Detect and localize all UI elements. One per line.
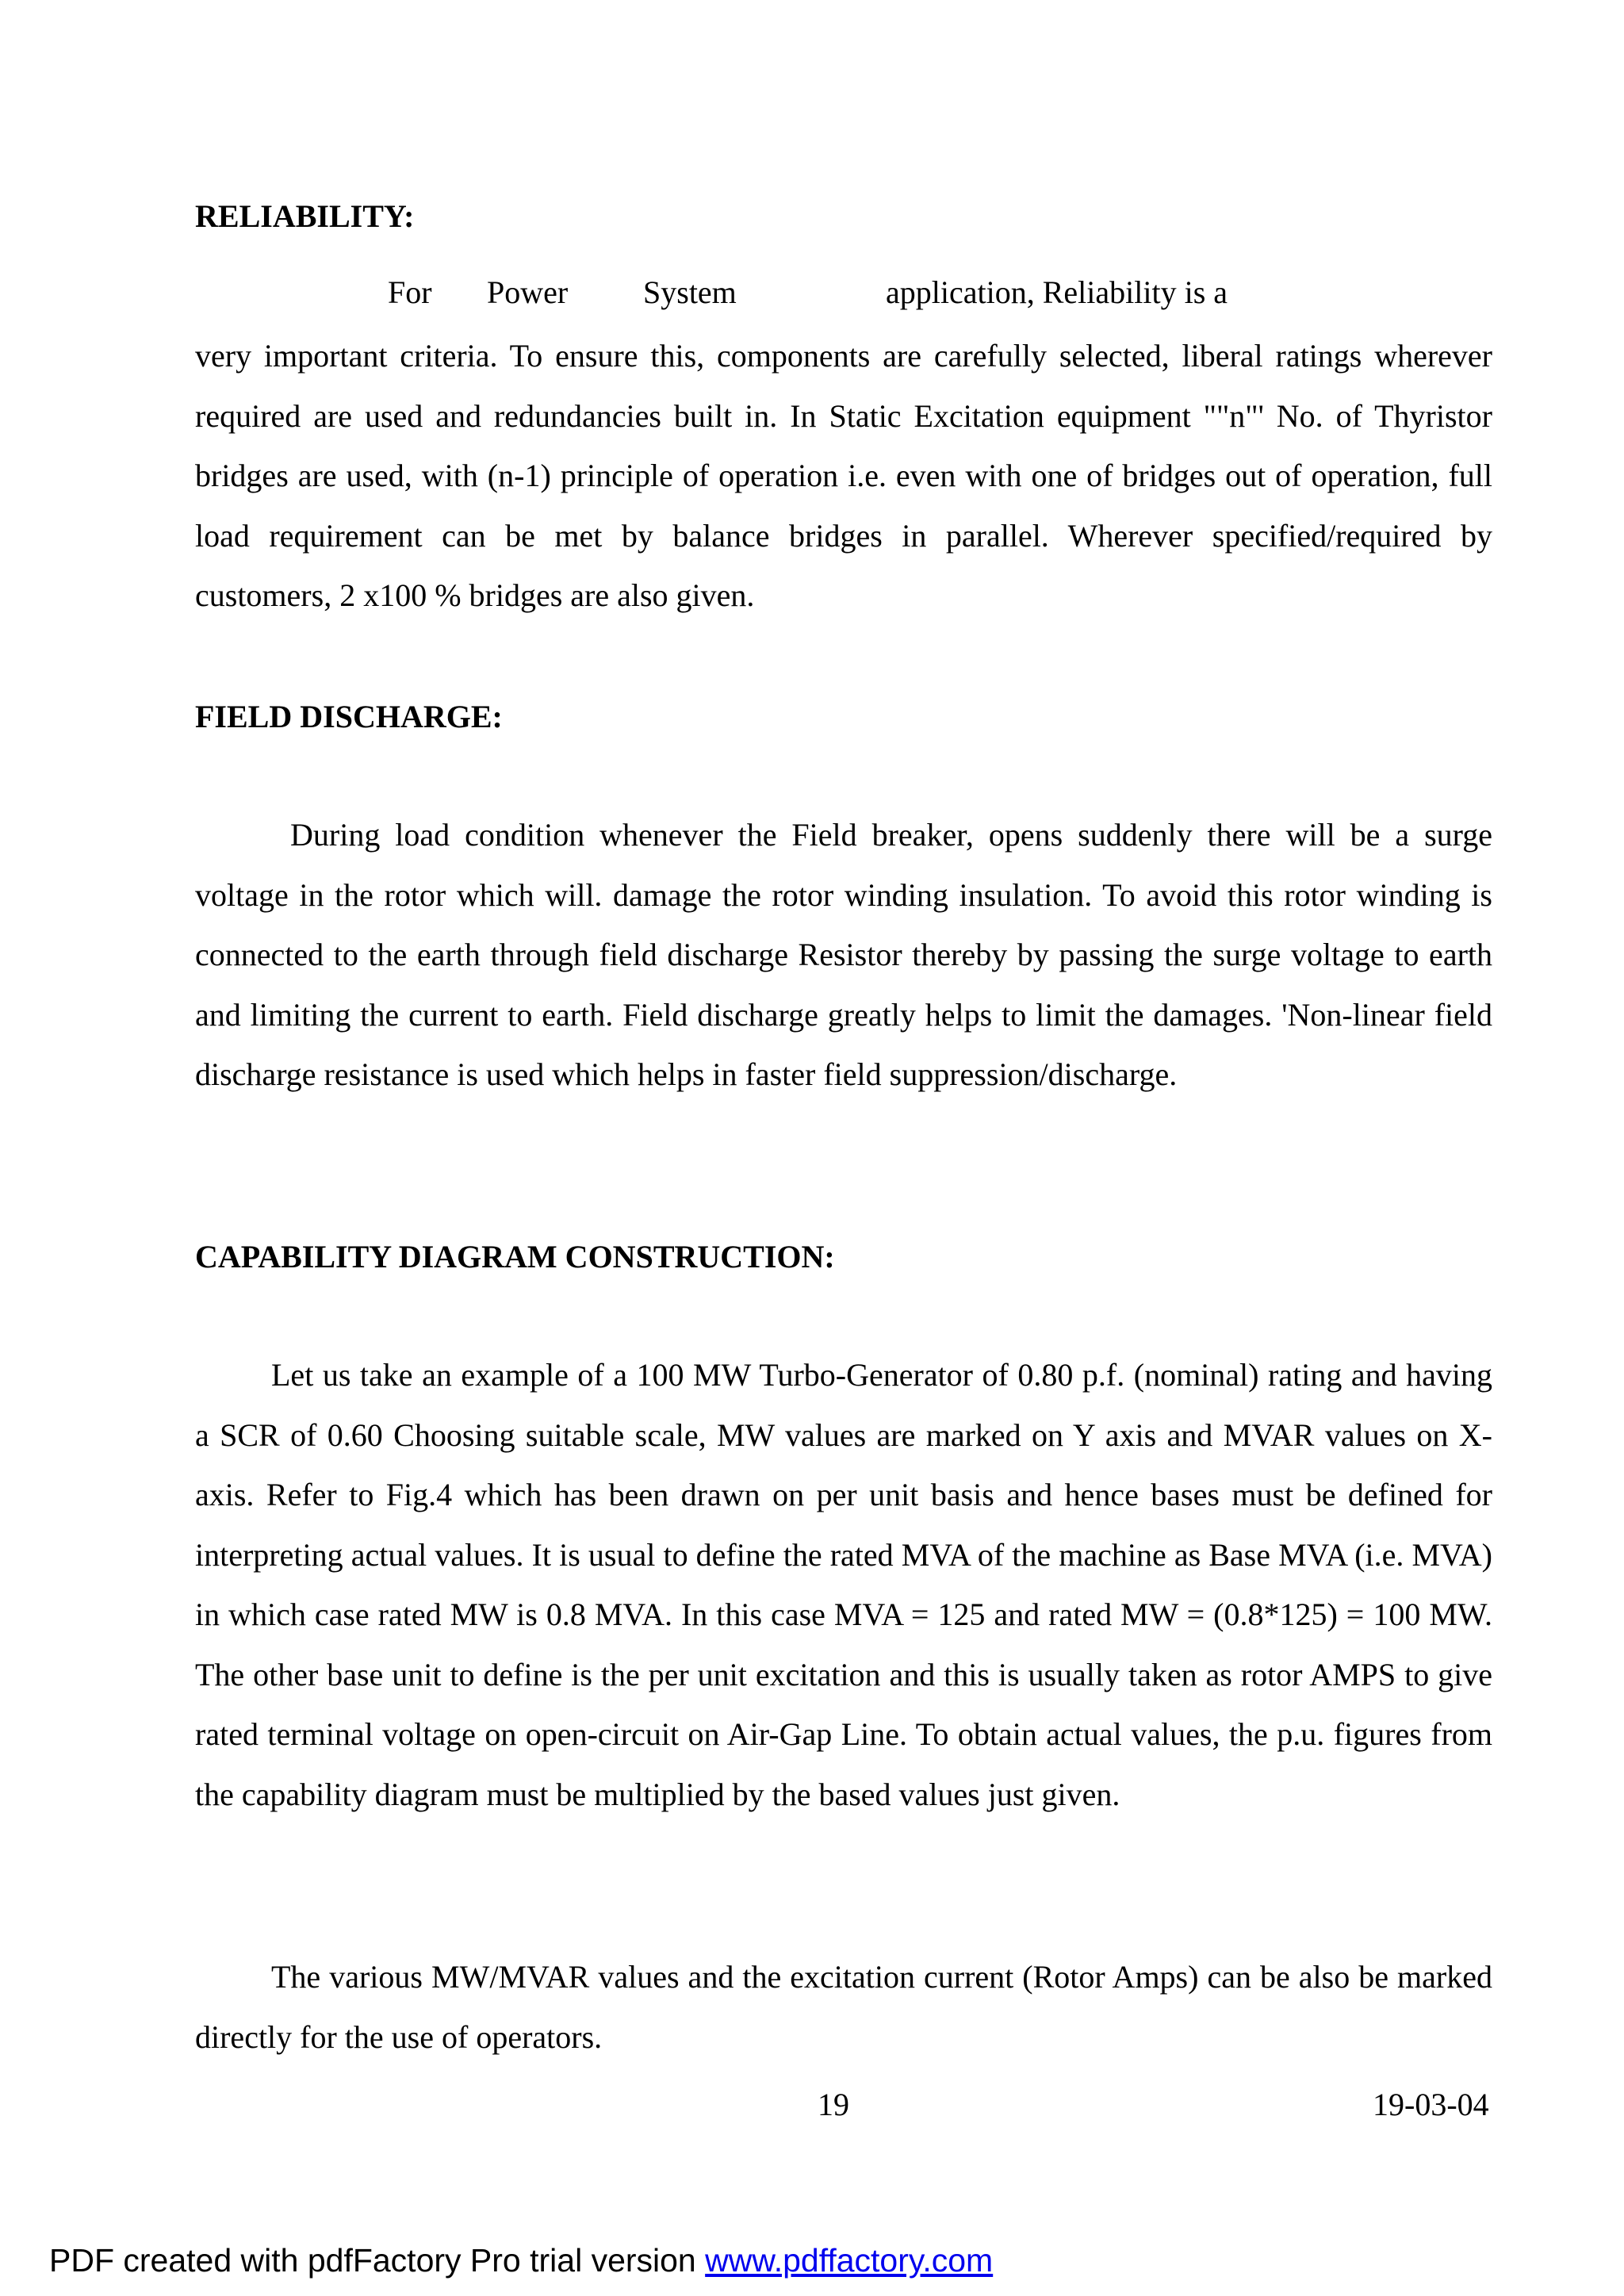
field-discharge-body: During load condition whenever the Field breaker, opens suddenly there will be a surge voltage in the rotor which will. damage the rotor winding insulation. To avoid this rotor winding is connected to the earth through field discharge Resistor thereby by passing the surge voltage to earth and limiting the current to earth. Field discharge greatly helps to limit the damages. 'Non-linear field discharge resistance is used which helps in faster field suppression/discharge. [195,817,1492,1092]
capability-heading: CAPABILITY DIAGRAM CONSTRUCTION: [195,1239,835,1274]
reliability-word-system: System [643,274,737,310]
capability-paragraph-1: Let us take an example of a 100 MW Turbo-Generator of 0.80 p.f. (nominal) rating and having a SCR of 0.60 Choosing suitable scale, MW values are marked on Y axis and MVAR values on X-axis. Refer to Fig.4 which has been drawn on per unit basis and hence bases must be defined for interpreting actual values. It is usual to define the rated MVA of the machine as Base MVA (i.e. MVA) in which case rated MW is 0.8 MVA. In this case MVA = 125 and rated MW = (0.8*125) = 100 MW. The other base unit to define is the per unit excitation and this is usually taken as rotor AMPS to give rated terminal voltage on open-circuit on Air-Gap Line. To obtain actual values, the p.u. figures from the capability diagram must be multiplied by the based values just given. [195,1357,1492,1812]
reliability-heading: RELIABILITY: [195,198,415,234]
field-discharge-heading: FIELD DISCHARGE: [195,699,503,734]
pdf-creator-banner [49,2241,993,2279]
page-number: 19 [818,2087,849,2122]
pdf-banner-text: PDF created with pdfFactory Pro trial version [49,2242,706,2279]
capability-paragraph-2: The various MW/MVAR values and the excitation current (Rotor Amps) can be also be marked directly for the use of operators. [195,1959,1492,2055]
reliability-word-for: For [388,274,432,310]
reliability-word-application: application, Reliability is a [886,274,1228,310]
pdffactory-link[interactable]: www.pdffactory.com [705,2242,994,2279]
page-date: 19-03-04 [1373,2087,1489,2122]
reliability-word-power: Power [487,274,569,310]
reliability-body: very important criteria. To ensure this, components are carefully selected, liberal ratings wherever required are used and redundancies built in. In Static Excitation equipment ""n"' No. of Thyristor bridges are used, with (n-1) principle of operation i.e. even with one of bridges out of operation, full load requirement can be met by balance bridges in parallel. Wherever specified/required by customers, 2 x100 % bridges are also given. [195,338,1492,613]
